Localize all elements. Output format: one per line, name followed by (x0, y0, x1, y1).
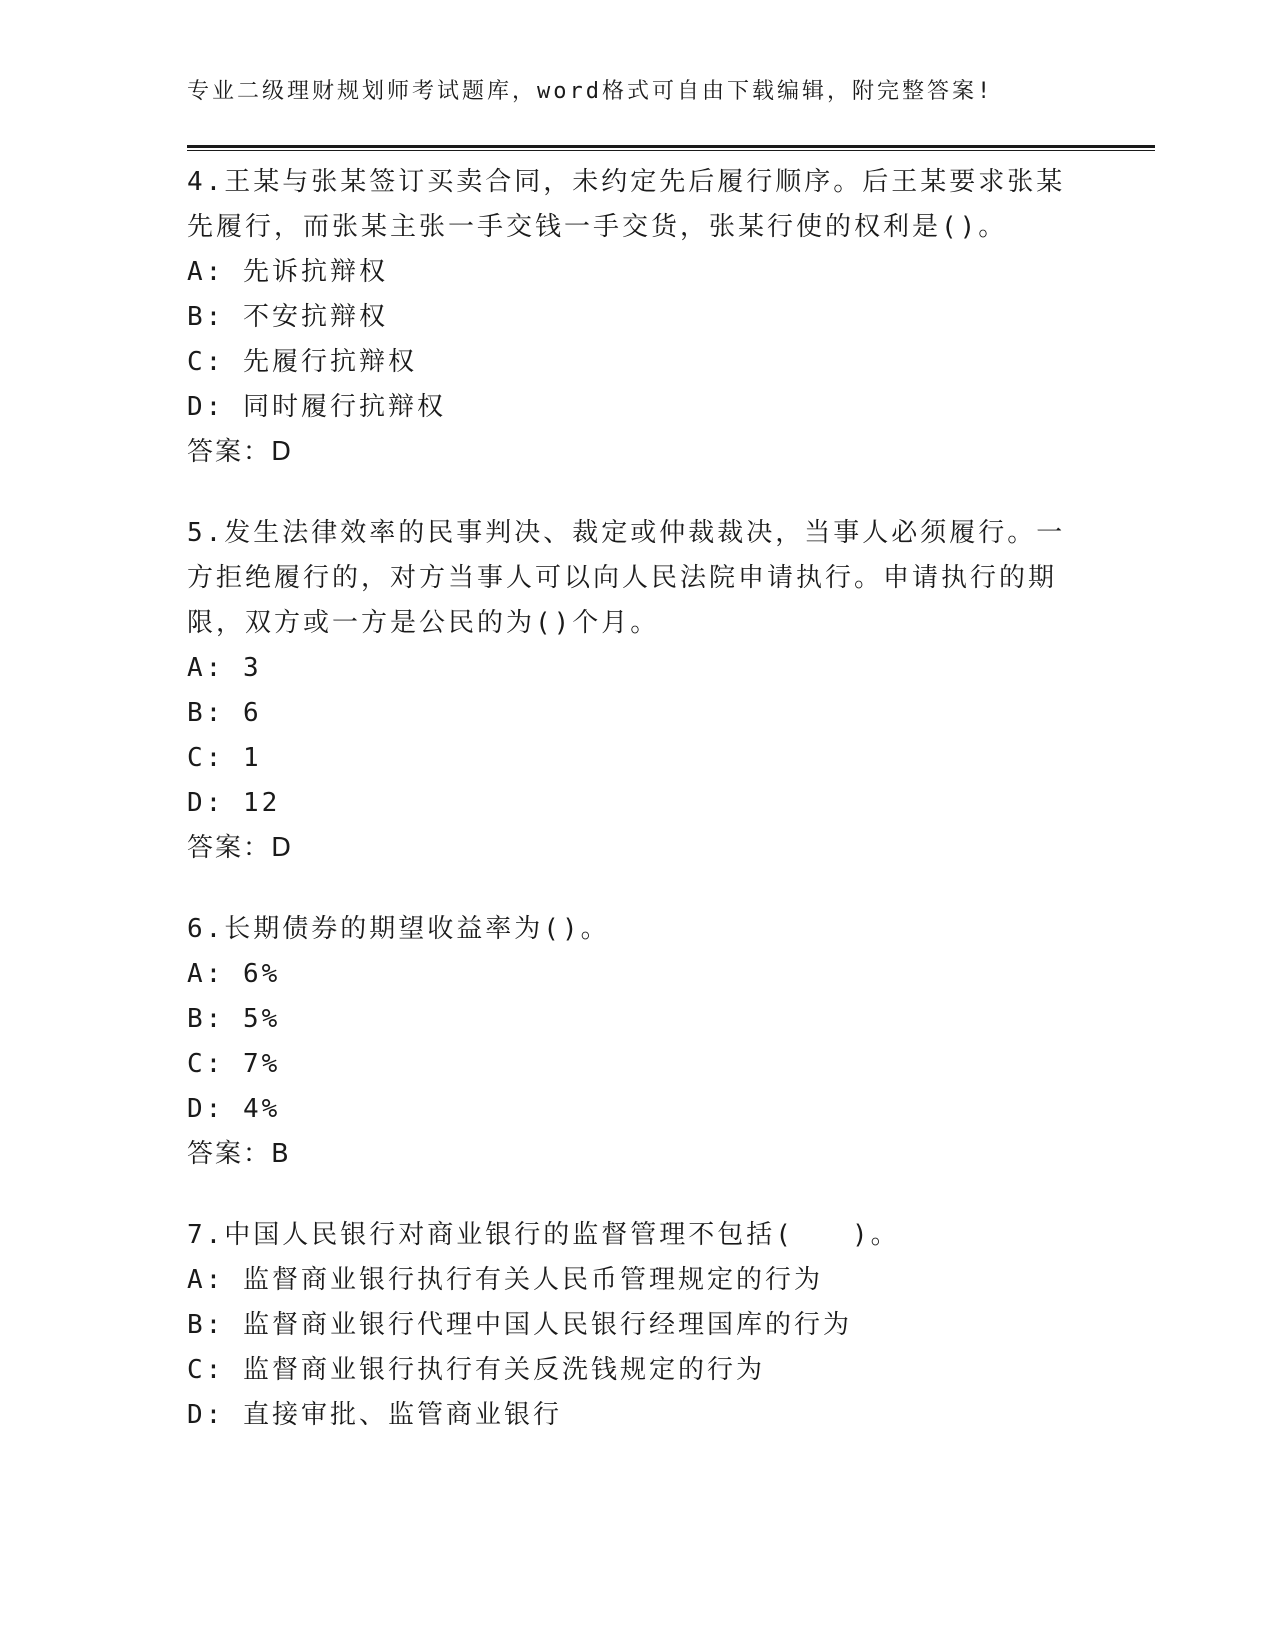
question-5 (187, 511, 1067, 871)
header-rule-thick (187, 145, 1155, 148)
option-d: D: 12 (187, 788, 281, 818)
answer: 答案：D (187, 833, 294, 863)
option-b: B: 监督商业银行代理中国人民银行经理国库的行为 (187, 1310, 852, 1340)
document-header: 专业二级理财规划师考试题库，word格式可自由下载编辑，附完整答案! (187, 79, 994, 104)
option-c: C: 先履行抗辩权 (187, 347, 417, 377)
option-d: D: 同时履行抗辩权 (187, 392, 446, 422)
question-stem: 7.中国人民银行对商业银行的监督管理不包括( )。 (187, 1220, 900, 1250)
option-a: A: 先诉抗辩权 (187, 257, 388, 287)
answer: 答案：D (187, 437, 294, 467)
option-c: C: 1 (187, 743, 262, 773)
option-c: C: 7% (187, 1049, 281, 1079)
question-4 (187, 160, 1067, 475)
option-d: D: 4% (187, 1094, 281, 1124)
option-d: D: 直接审批、监管商业银行 (187, 1400, 562, 1430)
option-b: B: 不安抗辩权 (187, 302, 388, 332)
option-a: A: 6% (187, 959, 281, 989)
header-rule-thin (187, 150, 1155, 151)
option-c: C: 监督商业银行执行有关反洗钱规定的行为 (187, 1355, 765, 1385)
option-b: B: 6 (187, 698, 262, 728)
question-stem: 5.发生法律效率的民事判决、裁定或仲裁裁决，当事人必须履行。一方拒绝履行的，对方当事人可以向人民法院申请执行。申请执行的期限，双方或一方是公民的为()个月。 (187, 518, 1066, 638)
question-6 (187, 907, 1067, 1177)
option-a: A: 3 (187, 653, 262, 683)
option-a: A: 监督商业银行执行有关人民币管理规定的行为 (187, 1265, 823, 1295)
question-list (187, 160, 1067, 1474)
answer: 答案：B (187, 1139, 291, 1169)
question-stem: 6.长期债券的期望收益率为()。 (187, 914, 610, 944)
question-7 (187, 1213, 1067, 1438)
option-b: B: 5% (187, 1004, 281, 1034)
question-stem: 4.王某与张某签订买卖合同，未约定先后履行顺序。后王某要求张某先履行，而张某主张一手交钱一手交货，张某行使的权利是()。 (187, 167, 1066, 242)
